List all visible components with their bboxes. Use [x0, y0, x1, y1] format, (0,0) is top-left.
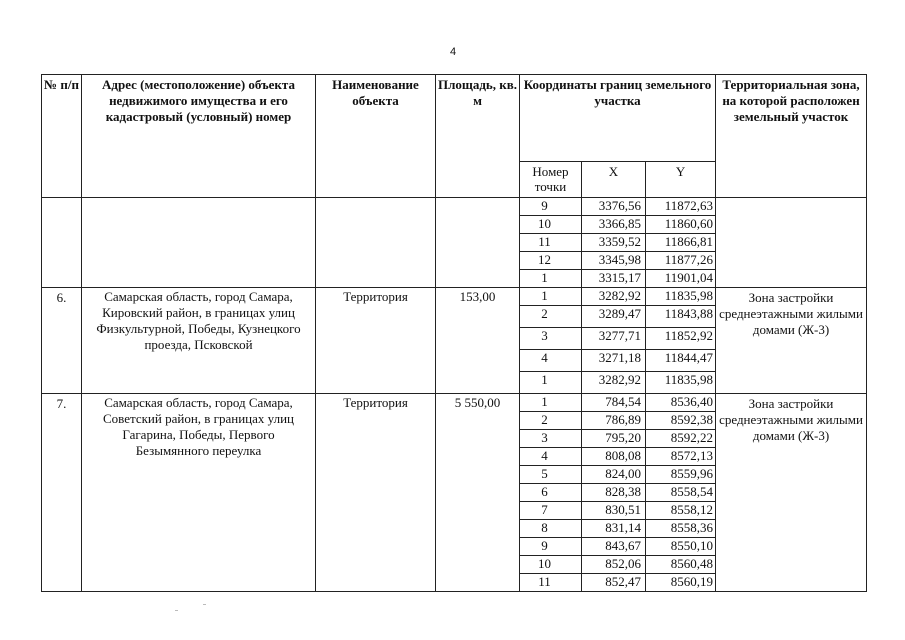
point-y: 8560,48	[646, 556, 716, 574]
object-name-cell: Территория	[316, 288, 436, 394]
point-x: 3359,52	[582, 234, 646, 252]
header-area: Площадь, кв. м	[436, 75, 520, 198]
address-cell	[82, 198, 316, 288]
land-plots-table	[41, 74, 867, 592]
point-y: 8558,12	[646, 502, 716, 520]
point-x: 3282,92	[582, 372, 646, 394]
point-number: 1	[520, 372, 582, 394]
point-number: 6	[520, 484, 582, 502]
point-y: 11901,04	[646, 270, 716, 288]
header-num: № п/п	[42, 75, 82, 198]
point-y: 11843,88	[646, 306, 716, 328]
row-6	[42, 288, 867, 394]
point-y: 11877,26	[646, 252, 716, 270]
point-x: 843,67	[582, 538, 646, 556]
point-y: 11844,47	[646, 350, 716, 372]
point-x: 3315,17	[582, 270, 646, 288]
scan-speck	[203, 604, 206, 605]
header-y: Y	[646, 162, 716, 198]
point-number: 7	[520, 502, 582, 520]
coordinate-row	[42, 394, 867, 412]
row-number: 7.	[42, 394, 82, 592]
point-y: 8559,96	[646, 466, 716, 484]
point-x: 3376,56	[582, 198, 646, 216]
point-y: 11835,98	[646, 288, 716, 306]
point-y: 11852,92	[646, 328, 716, 350]
header-point-number: Номер точки	[520, 162, 582, 198]
row-number	[42, 198, 82, 288]
point-x: 852,47	[582, 574, 646, 592]
point-x: 830,51	[582, 502, 646, 520]
point-number: 4	[520, 350, 582, 372]
point-x: 3271,18	[582, 350, 646, 372]
point-x: 784,54	[582, 394, 646, 412]
area-cell: 153,00	[436, 288, 520, 394]
point-number: 3	[520, 328, 582, 350]
zone-cell: Зона застройки среднеэтажными жилыми домами (Ж-3)	[716, 288, 867, 394]
object-name-cell: Территория	[316, 394, 436, 592]
point-y: 11872,63	[646, 198, 716, 216]
point-number: 8	[520, 520, 582, 538]
point-y: 8592,38	[646, 412, 716, 430]
point-number: 4	[520, 448, 582, 466]
point-number: 1	[520, 394, 582, 412]
area-cell	[436, 198, 520, 288]
point-x: 3345,98	[582, 252, 646, 270]
coordinate-row	[42, 198, 867, 216]
point-y: 11835,98	[646, 372, 716, 394]
scan-speck	[175, 610, 178, 611]
point-x: 828,38	[582, 484, 646, 502]
address-cell: Самарская область, город Самара, Кировский район, в границах улиц Физкультурной, Победы, Кузнецкого проезда, Псковской	[82, 288, 316, 394]
point-x: 3282,92	[582, 288, 646, 306]
point-number: 10	[520, 216, 582, 234]
point-x: 808,08	[582, 448, 646, 466]
point-x: 824,00	[582, 466, 646, 484]
point-number: 12	[520, 252, 582, 270]
point-x: 852,06	[582, 556, 646, 574]
zone-cell: Зона застройки среднеэтажными жилыми домами (Ж-3)	[716, 394, 867, 592]
header-address: Адрес (местоположение) объекта недвижимого имущества и его кадастровый (условный) номер	[82, 75, 316, 198]
page-number: 4	[449, 46, 457, 58]
header-x: X	[582, 162, 646, 198]
point-number: 3	[520, 430, 582, 448]
zone-cell	[716, 198, 867, 288]
point-y: 8550,10	[646, 538, 716, 556]
continuation-rows	[42, 198, 867, 288]
point-x: 3277,71	[582, 328, 646, 350]
point-number: 5	[520, 466, 582, 484]
point-y: 8558,54	[646, 484, 716, 502]
point-y: 8560,19	[646, 574, 716, 592]
point-x: 831,14	[582, 520, 646, 538]
point-number: 1	[520, 270, 582, 288]
point-number: 11	[520, 234, 582, 252]
point-x: 795,20	[582, 430, 646, 448]
point-number: 9	[520, 198, 582, 216]
area-cell: 5 550,00	[436, 394, 520, 592]
point-y: 11860,60	[646, 216, 716, 234]
point-y: 11866,81	[646, 234, 716, 252]
header-coordinates: Координаты границ земельного участка	[520, 75, 716, 162]
point-y: 8558,36	[646, 520, 716, 538]
point-number: 10	[520, 556, 582, 574]
header-object-name: Наименование объекта	[316, 75, 436, 198]
point-number: 11	[520, 574, 582, 592]
point-x: 3289,47	[582, 306, 646, 328]
point-number: 9	[520, 538, 582, 556]
row-number: 6.	[42, 288, 82, 394]
point-number: 1	[520, 288, 582, 306]
address-cell: Самарская область, город Самара, Советский район, в границах улиц Гагарина, Победы, Первого Безымянного переулка	[82, 394, 316, 592]
point-number: 2	[520, 306, 582, 328]
point-y: 8572,13	[646, 448, 716, 466]
point-x: 786,89	[582, 412, 646, 430]
point-y: 8536,40	[646, 394, 716, 412]
point-x: 3366,85	[582, 216, 646, 234]
coordinate-row	[42, 288, 867, 306]
point-y: 8592,22	[646, 430, 716, 448]
row-7	[42, 394, 867, 592]
point-number: 2	[520, 412, 582, 430]
object-name-cell	[316, 198, 436, 288]
header-zone: Территориальная зона, на которой расположен земельный участок	[716, 75, 867, 198]
